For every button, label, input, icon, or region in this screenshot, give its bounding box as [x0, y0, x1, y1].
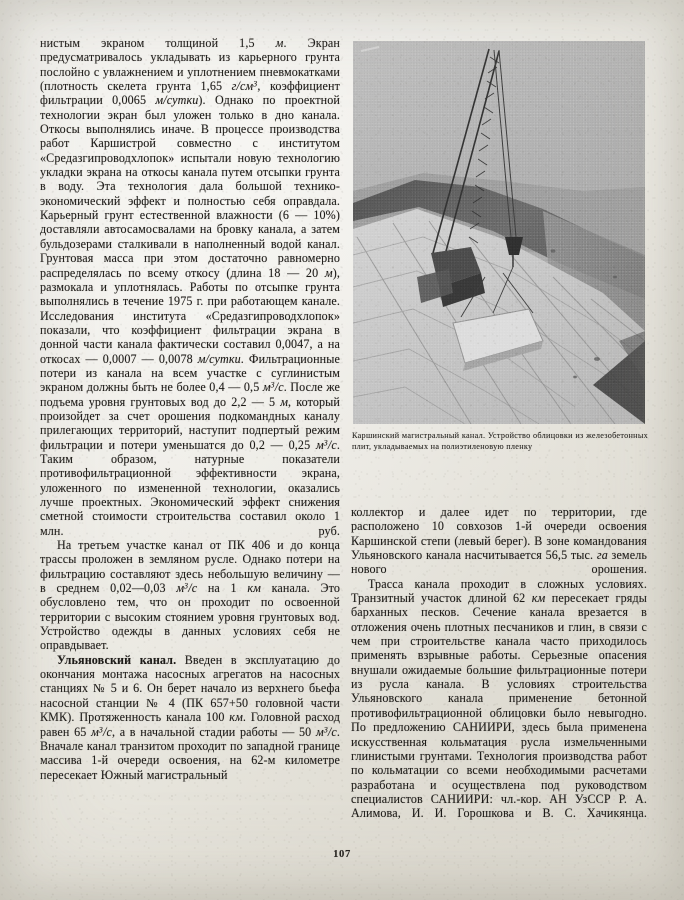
paragraph-text: нистым экраном толщиной 1,5 м. Экран предусматривалось укладывать из карьерного грунта послойно с увлажнением и уплотнением пневмокатками (плотность скелета грунта 1,65 $г/см^3$, коэффициент фильтрации 0,0065 м/сутки). Однако по проектной технологии экран был уложен только в дно канала. Откосы выполнялись иначе. В процессе производства работ Каршистрой совместно с институтом «Средазгипроводхлопок» испытали новую технологию укладки экрана на откосы канала путем отсыпки грунта в воду. Эта технология дала большой технико-экономический эффект и полностью себя оправдала. Карьерный грунт естественной влажности (6 — 10%) доставляли автосамосвалами на бровку канала, а затем бульдозерами сталкивали в наполненный водой канал. Грунтовая масса при этом достаточно равномерно распределялась по всему откосу (длина 18 — 20 м), размокала и уплотнялась. Работы по отсыпке грунта выполнялись в течение 1975 г. при работающем канале. Исследования института «Средазгипроводхлопок» показали, что коэффициент фильтрации экрана в донной части канала фактически составил 0,0047, а на откосах — 0,0007 — 0,0078 м/сутки. Фильтрационные потери из канала на всем участке с суглинистым экраном должны быть не более 0,4 — 0,5 $м^3/с$. После же подъема уровня грунтовых вод до 2,2 — 5 м, который произойдет за счет орошения подкомандных каналу прилегающих территорий, наступит подпертый режим фильтрации и потери уменьшатся до 0,2 — 0,25 $м^3/с$. Таким образом, натурные показатели противофильтрационной эффективности экрана, уложенного по измененной технологии, оказались лучше проектных. Экономический эффект снижения сметной стоимости строительства составил около 1 млн. руб. — [40, 36, 341, 538]
paragraph — [40, 653, 340, 782]
paragraph — [351, 577, 647, 821]
figure — [353, 41, 645, 424]
paragraph-text: Трасса канала проходит в сложных условиях. Транзитный участок длиной 62 км пересекает гряды барханных песков. Сечение канала врезается в отложения очень плотных песчаников и глин, в связи с чем при строительстве канала часто приходилось применять взрывные работы. Серьезные опасения внушали ожидаемые большие фильтрационные потери из русла канала. В условиях строительства Ульяновского канала применение бетонной противофильтрационной облицовки было невыгодно. По предложению САНИИРИ, здесь была применена искусственная кольматация русла измельченными глинистыми грунтами. Технология производства работ по кольматации со всеми необходимыми расчетами разработана и осуществлена под руководством специалистов САНИИРИ: чл.-кор. АН УзССР Р. А. Алимова, И. И. Горошкова и В. С. Хачикянца. — [351, 576, 647, 821]
paragraph-text: Ульяновский канал. Введен в эксплуатацию до окончания монтажа насосных агрегатов на насосных станциях № 5 и 6. Он берет начало из верхнего бьефа насосной станции № 4 (ПК 657+50 головной части КМК). Протяженность канала 100 км. Головной расход равен 65 $м^3/с$, а в начальной стадии работы — 50 $м^3/с$. Вначале канал транзитом проходит по западной границе массива 1-й очереди освоения, на 62-м километре пересекает Южный магистральный — [40, 652, 341, 782]
photograph-canal-lining — [353, 41, 645, 424]
paragraph — [40, 36, 340, 538]
paragraph — [40, 538, 340, 653]
photo-artwork — [353, 41, 645, 424]
figure-caption: Каршинский магистральный канал. Устройство облицовки из железобетонных плит, укладываемых на полиэтиленовую пленку — [352, 431, 648, 451]
paragraph-text: На третьем участке канал от ПК 406 и до конца трассы проложен в земляном русле. Однако потери на фильтрацию составляют здесь небольшую величину — в среднем 0,02—0,03 $м^3/с$ на 1 км канала. Это обусловлено тем, что он проходит по освоенной территории с высоким стоянием уровня грунтовых вод. Устройство одежды в данных условиях себя не оправдывает. — [40, 538, 340, 653]
paragraph — [351, 505, 647, 577]
right-text-column — [351, 505, 647, 821]
page-number: 107 — [333, 849, 351, 860]
paragraph-text: коллектор и далее идет по территории, где расположено 10 совхозов 1-й очереди освоения Каршинской степи (левый берег). В зоне командования Ульяновского канала насчитывается 56,5 тыс. га земель нового орошения. — [351, 505, 647, 577]
left-text-column — [40, 36, 340, 782]
